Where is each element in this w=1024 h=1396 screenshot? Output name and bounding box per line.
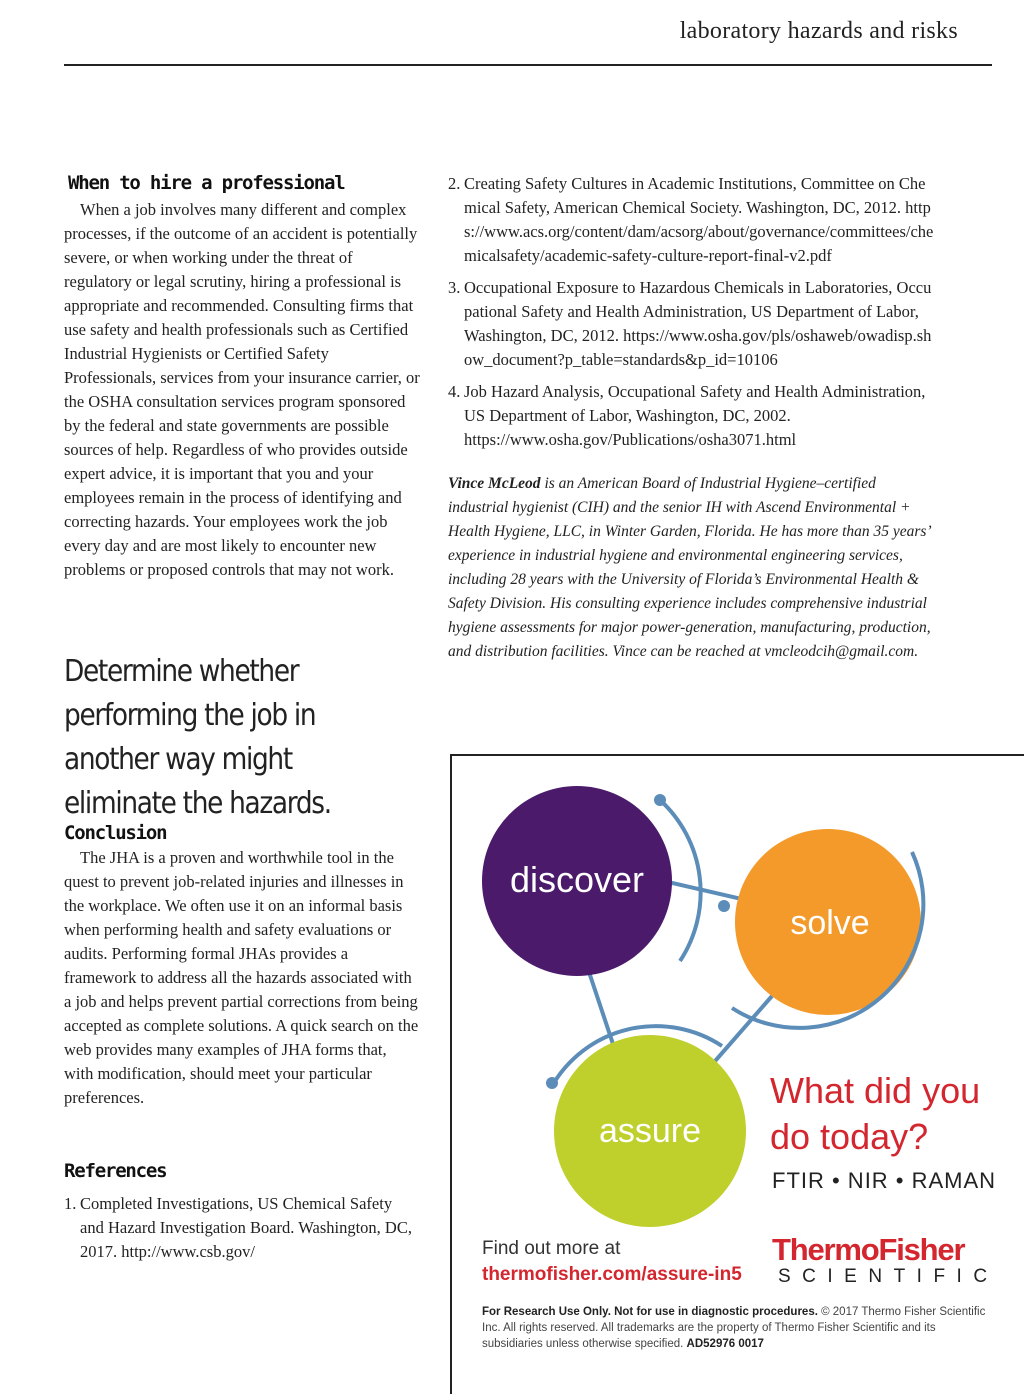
discover-label: discover: [509, 859, 645, 900]
solve-label: solve: [790, 904, 870, 942]
ad-url-link[interactable]: thermofisher.com/assure-in5: [482, 1264, 742, 1285]
pullquote: Determine whether performing the job in another way might eliminate the hazards.: [64, 654, 331, 821]
hire-section: [64, 172, 420, 582]
reference-text: Completed Investigations, US Chemical Safety and Hazard Investigation Board. Washington, DC, 2017. http://www.csb.gov/: [80, 1194, 412, 1261]
reference-text: Creating Safety Cultures in Academic Institutions, Committee on Chemical Safety, American Chemical Society. Washington, DC, 2012. https://www.acs.org/content/dam/acsorg/about/governance/committees/chemicalsafety/academic-safety-culture-report-final-v2.pdf: [464, 174, 934, 265]
reference-text: Occupational Exposure to Hazardous Chemicals in Laboratories, Occupational Safety and Health Administration, US Department of Labor, Washington, DC, 2012. https://www.osha.gov/pls/oshaweb/owadisp.show_document?p_table=standards&p_id=10106: [464, 278, 932, 369]
references-heading: References: [64, 1160, 167, 1182]
thermofisher-logo-sub: SCIENTIFIC: [778, 1266, 999, 1287]
hire-paragraph: When a job involves many different and complex processes, if the outcome of an accident is potentially severe, or when working under the threat of regulatory or legal scrutiny, hiring a professional is appropriate and recommended. Consulting firms that use safety and health professionals such as Certified Industrial Hygienists or Certified Safety Professionals, services from your insurance carrier, or the OSHA consultation services program sponsored by the federal and state governments are possible sources of help. Regardless of who provides outside expert advice, it is important that you and your employees remain in the process of identifying and correcting hazards. Your employees work the job every day and are most likely to encounter new problems or proposed controls that may not work.: [64, 200, 420, 579]
ad-fine-bold: For Research Use Only. Not for use in diagnostic procedures.: [482, 1306, 818, 1318]
references-section: [64, 1160, 420, 1272]
reference-number: 1.: [64, 1194, 77, 1213]
hire-heading: When to hire a professional: [68, 172, 345, 194]
ad-headline: [770, 1068, 980, 1160]
ad-techniques: FTIR • NIR • RAMAN: [772, 1168, 997, 1193]
conclusion-heading: Conclusion: [64, 822, 167, 844]
running-header: laboratory hazards and risks: [679, 18, 958, 44]
reference-item: [448, 380, 934, 452]
reference-item: [64, 1192, 420, 1264]
right-column: [448, 172, 934, 680]
ad-fine-code: AD52976 0017: [686, 1338, 764, 1350]
assure-label: assure: [598, 1112, 702, 1150]
ad-headline-line1: What did you: [770, 1070, 981, 1111]
reference-item: [448, 276, 934, 372]
reference-number: 3.: [448, 278, 461, 297]
thermofisher-logo: ThermoFisher: [772, 1232, 965, 1267]
thermofisher-advertisement: [450, 754, 1024, 1394]
author-bio: [448, 472, 934, 664]
ad-find-out: Find out more at: [482, 1238, 621, 1259]
reference-text: Job Hazard Analysis, Occupational Safety and Health Administration, US Department of Labor, Washington, DC, 2002. https://www.osha.gov/Publications/osha3071.html: [464, 382, 926, 449]
conclusion-section: [64, 822, 420, 1110]
author-name: Vince McLeod: [448, 475, 541, 492]
reference-number: 2.: [448, 174, 461, 193]
author-bio-text: is an American Board of Industrial Hygiene–certified industrial hygienist (CIH) and the senior IH with Ascend Environmental + Health Hygiene, LLC, in Winter Garden, Florida. He has more than 35 years’ experience in industrial hygiene and environmental engineering services, including 28 years with the University of Florida’s Environmental Health & Safety Division. His consulting experience includes comprehensive industrial hygiene assessments for major power-generation, manufacturing, production, and distribution facilities. Vince can be reached at vmcleodcih@gmail.com.: [448, 475, 931, 660]
connector-dot: [546, 1077, 558, 1089]
ad-fine-print: [482, 1304, 992, 1352]
header-rule: [64, 64, 992, 66]
ad-headline-line2: do today?: [770, 1116, 929, 1157]
reference-number: 4.: [448, 382, 461, 401]
reference-item: [448, 172, 934, 268]
connector-dot: [718, 900, 730, 912]
connector-dot: [654, 794, 666, 806]
ad-fine-text: © 2017 Thermo Fisher Scientific Inc. All rights reserved. All trademarks are the property of Thermo Fisher Scientific and its subsidiaries unless otherwise specified.: [482, 1306, 986, 1350]
conclusion-paragraph: The JHA is a proven and worthwhile tool in the quest to prevent job-related injuries and illnesses in the workplace. We often use it on an informal basis when performing health and safety evaluations or audits. Performing formal JHAs provides a framework to address all the hazards associated with a job and helps prevent partial corrections from being accepted as complete solutions. A quick search on the web provides many examples of JHA forms that, with modification, should meet your particular preferences.: [64, 848, 419, 1107]
